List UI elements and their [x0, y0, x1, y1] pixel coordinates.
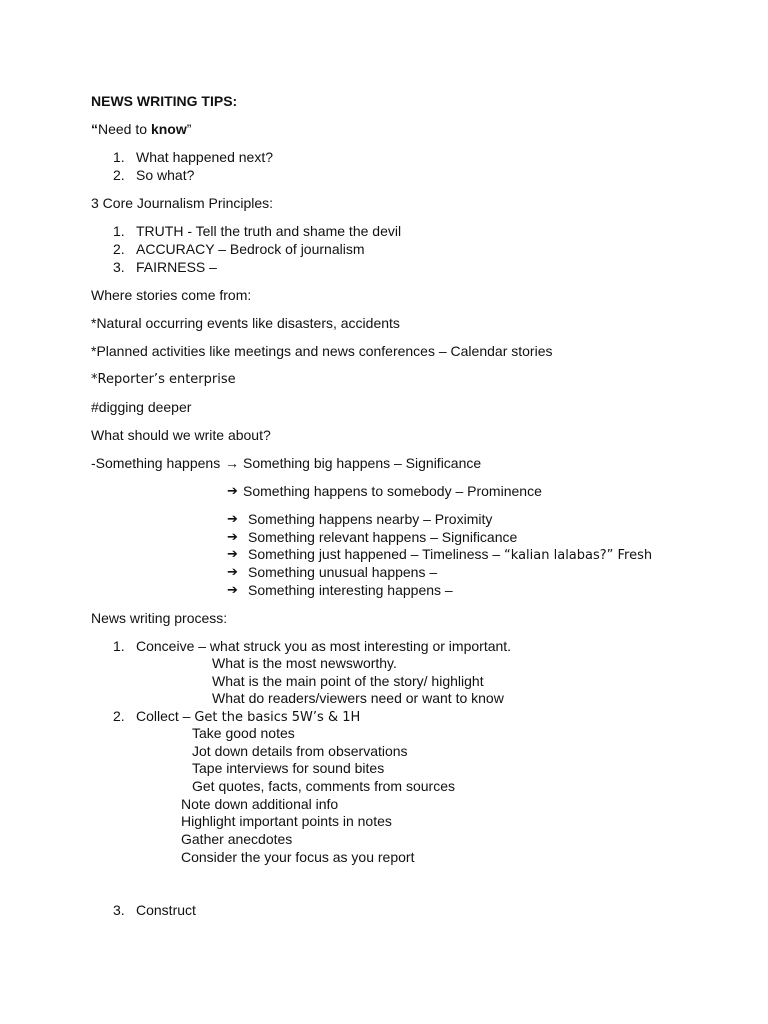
- principle-item: FAIRNESS –: [136, 259, 217, 275]
- need-list-item: So what?: [136, 167, 195, 183]
- list-number: 2.: [113, 708, 125, 724]
- need-to-text: Need to: [98, 121, 151, 137]
- bold-arrow-icon: ➔: [227, 565, 238, 580]
- happens-item: Something happens nearby – Proximity: [248, 511, 493, 527]
- list-number: 2.: [113, 167, 125, 183]
- need-list-item: What happened next?: [136, 149, 273, 165]
- digging-deeper: #digging deeper: [91, 399, 192, 415]
- process-heading: News writing process:: [91, 610, 228, 626]
- collect-subitem: Note down additional info: [181, 796, 339, 812]
- conceive-subitem: What is the main point of the story/ highlight: [212, 673, 484, 689]
- timeliness-extra: “kalian lalabas?” Fresh: [504, 548, 653, 563]
- collect-subitem: Consider the your focus as you report: [181, 849, 415, 865]
- list-number: 1.: [113, 223, 125, 239]
- collect-subitem: Take good notes: [192, 725, 295, 741]
- thin-arrow-icon: →: [225, 455, 239, 471]
- happens-item: Something happens to somebody – Prominence: [243, 483, 542, 499]
- collect-step: [136, 708, 360, 726]
- happens-item: Something unusual happens –: [248, 564, 438, 580]
- conceive-step: Conceive – what struck you as most interesting or important.: [136, 638, 512, 654]
- collect-basics: Get the basics 5W’s & 1H: [194, 710, 361, 725]
- need-to-know-line: [91, 121, 191, 138]
- source-enterprise: *Reporter’s enterprise: [91, 372, 236, 387]
- know-bold: know: [150, 121, 187, 137]
- list-number: 3.: [113, 902, 125, 918]
- collect-subitem: Jot down details from observations: [192, 743, 408, 759]
- conceive-subitem: What is the most newsworthy.: [212, 655, 397, 671]
- source-planned: *Planned activities like meetings and news conferences – Calendar stories: [91, 343, 553, 359]
- collect-subitem: Gather anecdotes: [181, 831, 293, 847]
- collect-subitem: Get quotes, facts, comments from sources: [192, 778, 455, 794]
- list-number: 2.: [113, 241, 125, 257]
- bold-arrow-icon: ➔: [227, 530, 238, 545]
- collect-subitem: Tape interviews for sound bites: [192, 760, 385, 776]
- construct-step: Construct: [136, 902, 196, 918]
- collect-label: Collect –: [136, 708, 195, 724]
- list-number: 3.: [113, 259, 125, 275]
- open-quote: “: [91, 121, 98, 137]
- principle-item: ACCURACY – Bedrock of journalism: [136, 241, 365, 257]
- timeliness-text: Something just happened – Timeliness –: [248, 546, 505, 562]
- collect-subitem: Highlight important points in notes: [181, 813, 392, 829]
- list-number: 1.: [113, 638, 125, 654]
- write-about-heading: What should we write about?: [91, 427, 271, 443]
- sources-heading: Where stories come from:: [91, 287, 252, 303]
- happens-item-timeliness: [248, 546, 652, 564]
- bold-arrow-icon: ➔: [227, 583, 238, 598]
- bold-arrow-icon: ➔: [227, 484, 238, 499]
- happens-item: Something big happens – Significance: [243, 455, 482, 471]
- doc-title: NEWS WRITING TIPS:: [91, 93, 238, 109]
- close-quote: ”: [186, 121, 192, 137]
- happens-item: Something interesting happens –: [248, 582, 453, 598]
- happens-item: Something relevant happens – Significance: [248, 529, 518, 545]
- principles-heading: 3 Core Journalism Principles:: [91, 195, 274, 211]
- bold-arrow-icon: ➔: [227, 512, 238, 527]
- something-happens: -Something happens: [91, 455, 221, 471]
- principle-item: TRUTH - Tell the truth and shame the devil: [136, 223, 402, 239]
- conceive-subitem: What do readers/viewers need or want to know: [212, 690, 504, 706]
- bold-arrow-icon: ➔: [227, 547, 238, 562]
- list-number: 1.: [113, 149, 125, 165]
- source-natural: *Natural occurring events like disasters, accidents: [91, 315, 400, 331]
